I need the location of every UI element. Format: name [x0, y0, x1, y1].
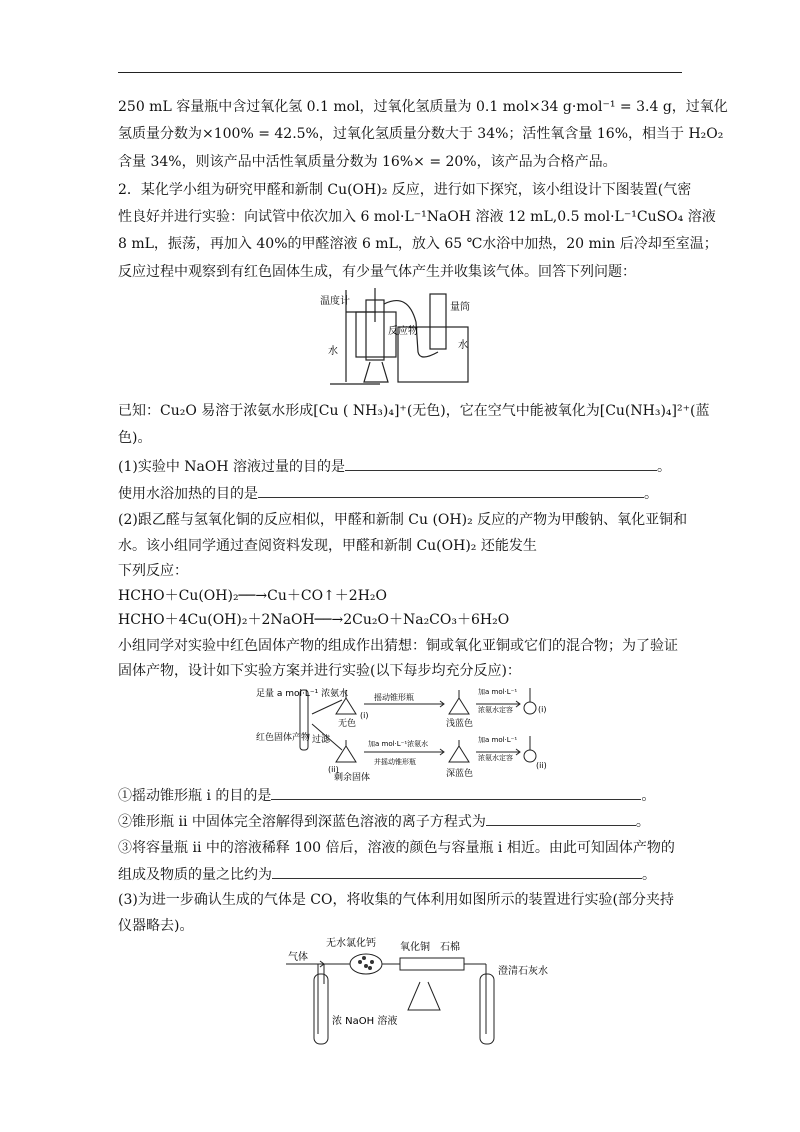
label-reagent: 足量 a mol·L⁻¹ 浓氨水 [256, 689, 349, 699]
sub-question-2 [118, 811, 682, 833]
answer-blank[interactable] [486, 811, 636, 826]
text-line: 性良好并进行实验：向试管中依次加入 6 mol·L⁻¹NaOH 溶液 12 mL,0.5 mol·L⁻¹CuSO₄ 溶液 [118, 209, 716, 225]
text-line: 已知：Cu₂O 易溶于浓氨水形成[Cu ( NH₃)₄]⁺(无色)，它在空气中能被氧化为[Cu(NH₃)₄]²⁺(蓝 [118, 403, 710, 419]
label-solid: 红色固体产物 [256, 733, 311, 743]
label-naoh: 浓 NaOH 溶液 [332, 1016, 398, 1027]
text-line: 下列反应： [118, 563, 188, 579]
label-residue: 剩余固体 [334, 773, 371, 783]
label-cuo: 氧化铜 [400, 942, 430, 953]
label-filter: 过滤 [312, 735, 331, 745]
period: 。 [657, 459, 672, 475]
equation-1: HCHO＋Cu(OH)₂──→Cu＋CO↑＋2H₂O [118, 588, 388, 604]
label-colorless: 无色 [338, 719, 357, 729]
question-2-title: 2．某化学小组为研究甲醛和新制 Cu(OH)₂ 反应，进行如下探究，该小组设计下图装置(气密 [118, 182, 692, 198]
sub-question-1 [118, 785, 682, 807]
period: 。 [642, 867, 656, 883]
label-shake: 摇动锥形瓶 [374, 693, 414, 702]
text-line: 水。该小组同学通过查阅资料发现，甲醛和新制 Cu(OH)₂ 还能发生 [118, 538, 537, 554]
label-water-right: 水 [458, 340, 468, 351]
label-deep-blue: 深蓝色 [446, 769, 474, 779]
answer-blank[interactable] [345, 456, 657, 471]
answer-blank[interactable] [271, 785, 641, 800]
label-cacl2: 无水氯化钙 [326, 938, 376, 949]
label-reactant: 反应物 [388, 326, 418, 337]
label-add3b: 浓氨水定容 [478, 754, 513, 762]
q1-text: (1)实验中 NaOH 溶液过量的目的是 [118, 459, 346, 475]
label-add2b: 并摇动锥形瓶 [374, 758, 416, 766]
label-add2: 加a mol·L⁻¹浓氨水 [368, 740, 429, 748]
label-thermometer: 温度计 [320, 296, 350, 307]
text-line: 固体产物，设计如下实验方案并进行实验(以下每步均充分反应)： [118, 663, 521, 679]
text-line: (3)为进一步确认生成的气体是 CO，将收集的气体利用如图所示的装置进行实验(部分夹持 [118, 892, 674, 908]
question-1b [118, 483, 682, 505]
text-line: 250 mL 容量瓶中含过氧化氢 0.1 mol，过氧化氢质量为 0.1 mol×34 g·mol⁻¹ = 3.4 g，过氧化 [118, 99, 728, 115]
text-line: 8 mL，振荡，再加入 40%的甲醛溶液 6 mL，放入 65 ℃水浴中加热，20 min 后冷却至室温； [118, 236, 718, 252]
apparatus-figure-3 [284, 934, 548, 1054]
text-line: 色)。 [118, 430, 152, 446]
label-ii: (ii) [328, 765, 339, 774]
period: 。 [635, 814, 650, 830]
period: 。 [644, 486, 658, 502]
sq3-text: 组成及物质的量之比约为 [118, 867, 272, 883]
label-water-left: 水 [328, 346, 338, 357]
equation-2: HCHO＋4Cu(OH)₂＋2NaOH──→2Cu₂O＋Na₂CO₃＋6H₂O [118, 612, 510, 628]
label-add1: 加a mol·L⁻¹ [478, 688, 518, 696]
label-add1b: 浓氨水定容 [478, 706, 513, 714]
label-asbestos: 石棉 [440, 942, 460, 953]
experiment-flow-figure [254, 684, 554, 783]
text-line: (2)跟乙醛与氢氧化铜的反应相似，甲醛和新制 Cu (OH)₂ 反应的产物为甲酸钠、氧化亚铜和 [118, 512, 688, 528]
sq1-text: ①摇动锥形瓶 ⅰ 的目的是 [118, 788, 272, 804]
label-cylinder: 量筒 [450, 302, 470, 313]
label-end-ii: (ii) [536, 761, 547, 770]
text-line: 小组同学对实验中红色固体产物的组成作出猜想：铜或氧化亚铜或它们的混合物；为了验证 [118, 638, 678, 654]
apparatus-figure-1 [318, 282, 478, 392]
answer-blank[interactable] [258, 483, 644, 498]
header-rule [118, 72, 682, 73]
label-light-blue: 浅蓝色 [446, 719, 474, 729]
text-line: 含量 34%，则该产品中活性氧质量分数为 16%× = 20%，该产品为合格产品。 [118, 154, 617, 170]
sub-question-3 [118, 864, 682, 886]
answer-blank[interactable] [272, 864, 642, 879]
label-gas: 气体 [288, 952, 308, 963]
sq2-text: ②锥形瓶 ⅱ 中固体完全溶解得到深蓝色溶液的离子方程式为 [118, 814, 486, 830]
question-1 [118, 456, 682, 478]
label-end-i: (i) [538, 705, 547, 714]
text-line: 反应过程中观察到有红色固体生成，有少量气体产生并收集该气体。回答下列问题： [118, 264, 636, 280]
text-line: ③将容量瓶 ⅱ 中的溶液稀释 100 倍后，溶液的颜色与容量瓶 ⅰ 相近。由此可知固体产物的 [118, 840, 675, 856]
label-i: (i) [360, 711, 369, 720]
label-limewater: 澄清石灰水 [498, 966, 548, 977]
q1b-text: 使用水浴加热的目的是 [118, 486, 258, 502]
text-line: 氢质量分数为×100% = 42.5%，过氧化氢质量分数大于 34%；活性氧含量 16%，相当于 H₂O₂ [118, 126, 724, 142]
label-add3: 加a mol·L⁻¹ [478, 736, 518, 744]
period: 。 [641, 788, 656, 804]
text-line: 仪器略去)。 [118, 918, 194, 934]
